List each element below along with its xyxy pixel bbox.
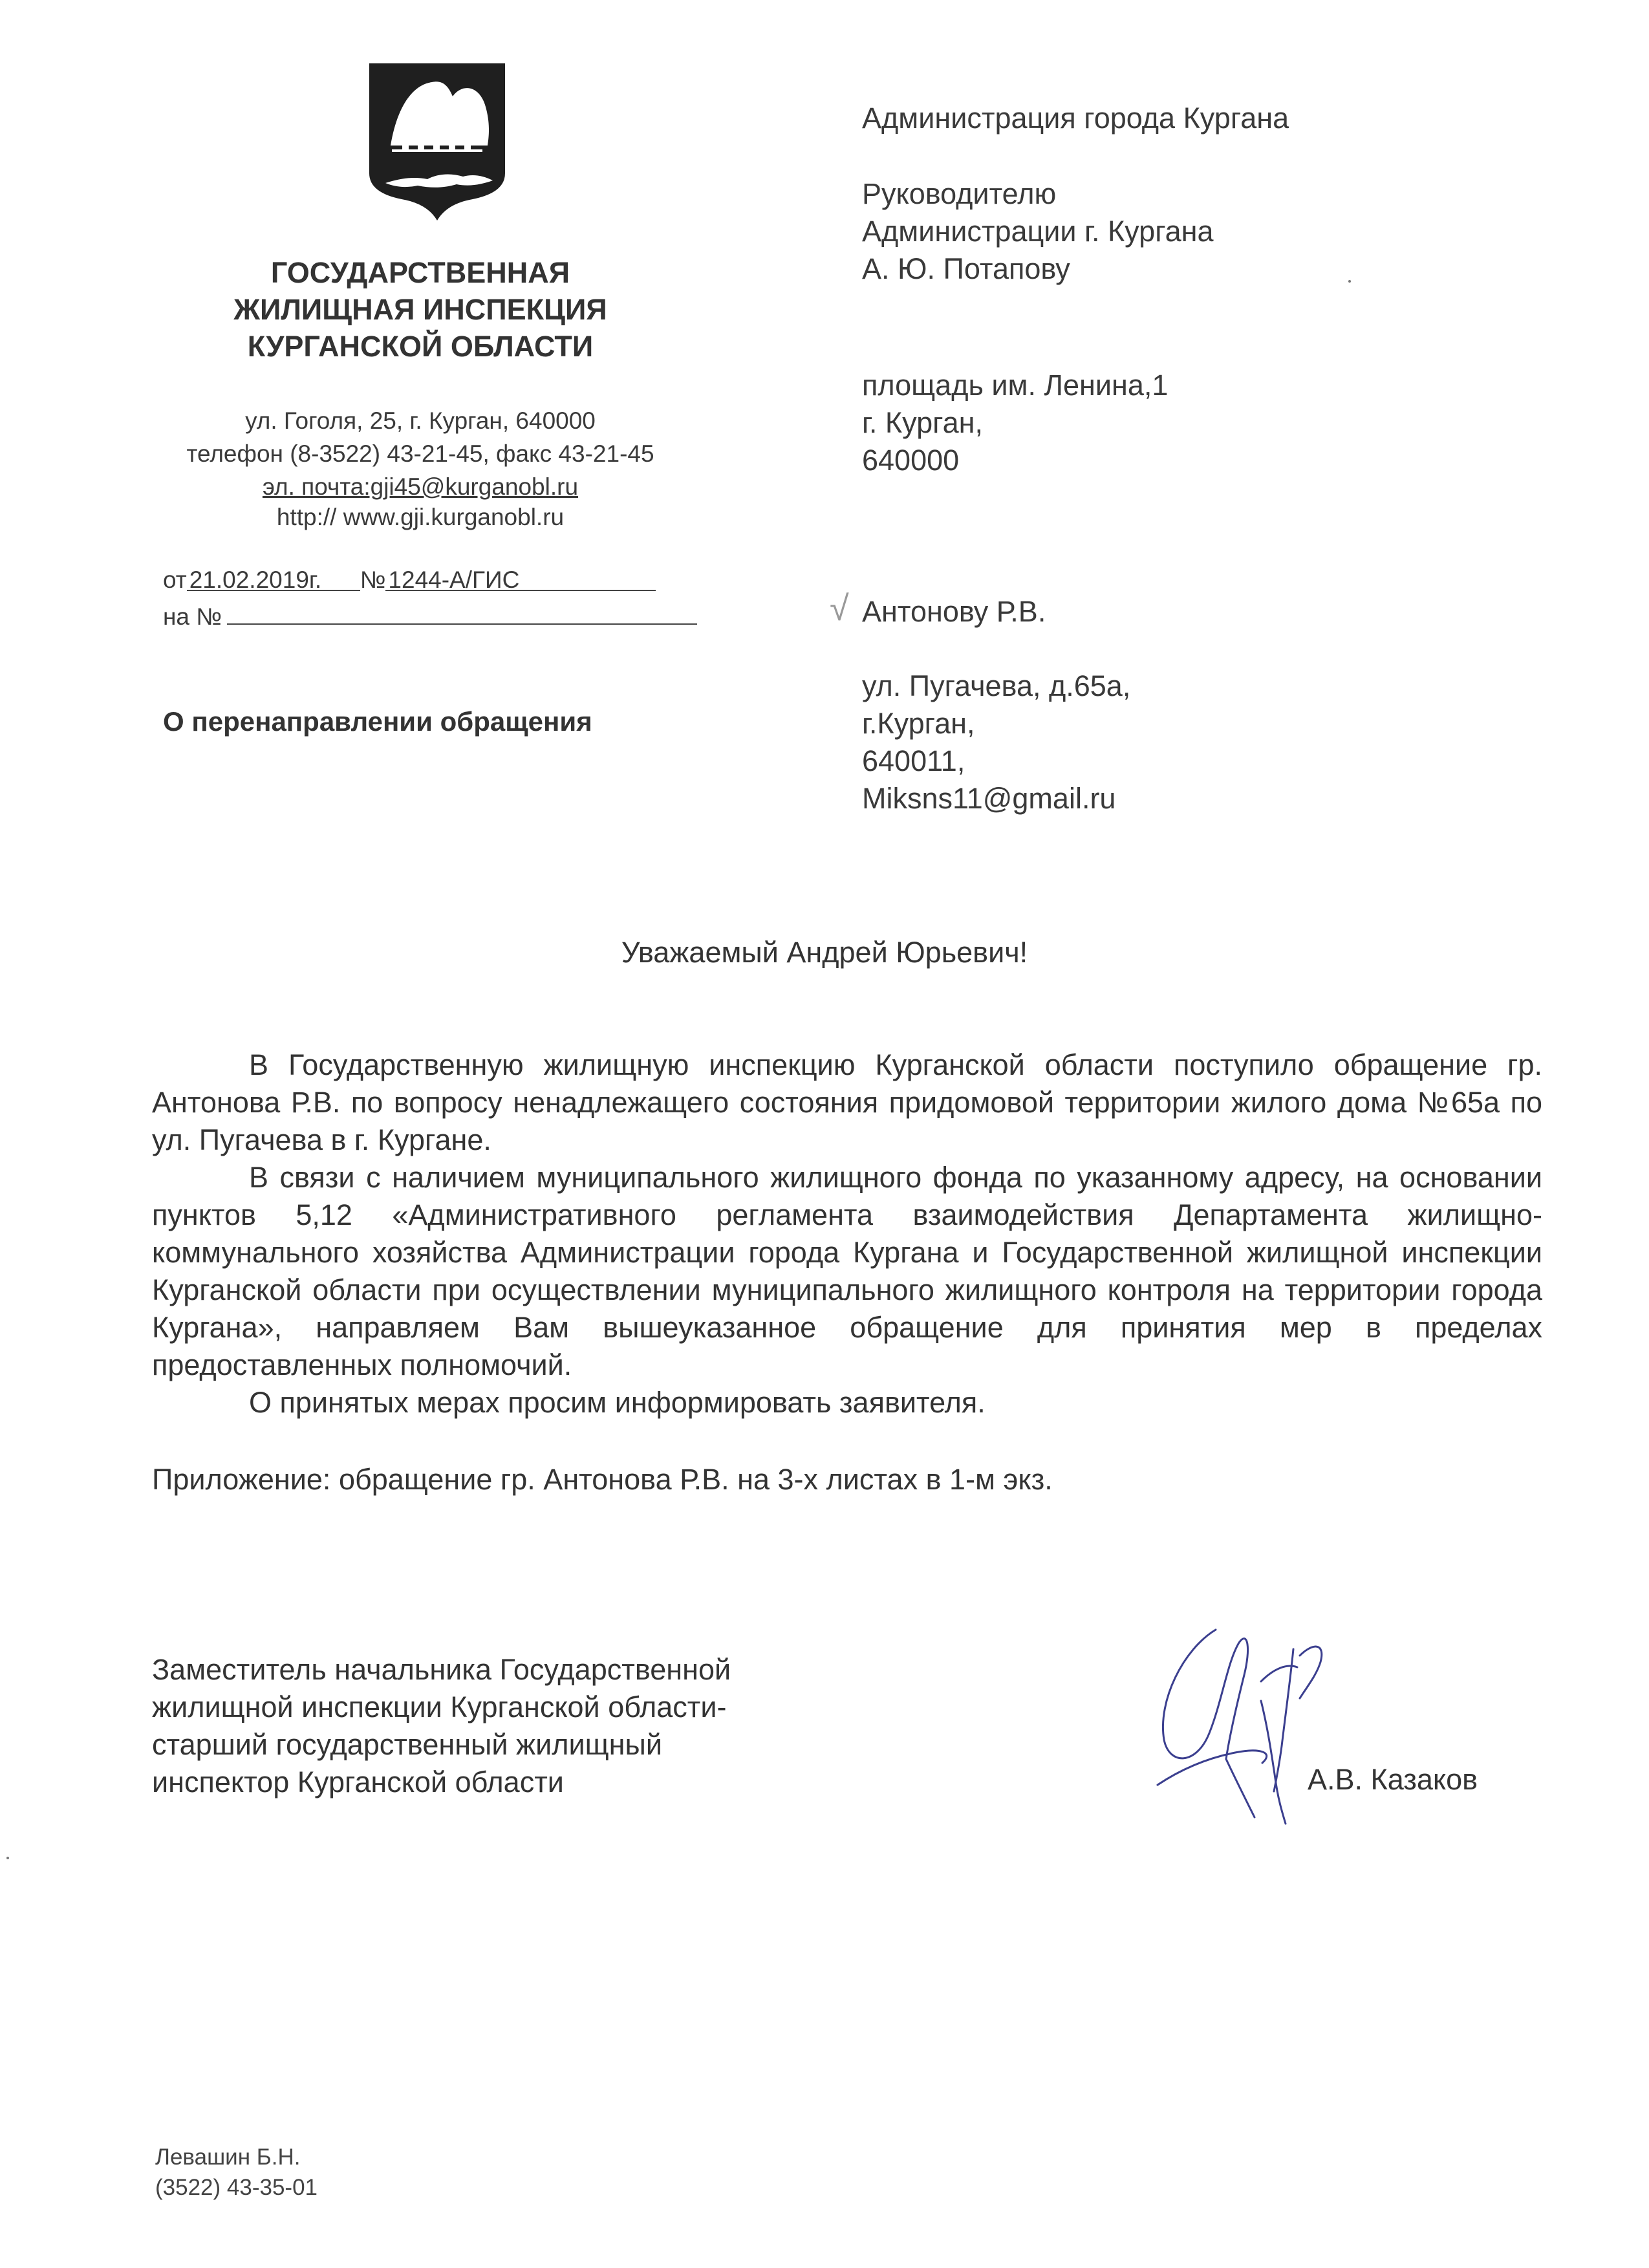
recipient-org: Администрация города Кургана [862,102,1289,135]
org-name-line-3: КУРГАНСКОЙ ОБЛАСТИ [247,330,594,363]
signer-name: А.В. Казаков [1308,1763,1478,1796]
recipient-address-line-2: г. Курган, [862,406,983,439]
scan-speck [6,1857,9,1859]
recipient-addressee-line-2: Администрации г. Кургана [862,215,1214,248]
number-field: 1244-А/ГИС [385,567,656,591]
signer-title-line-2: жилищной инспекции Курганской области- [152,1690,727,1723]
attachment-note: Приложение: обращение гр. Антонова Р.В. на 3-х листах в 1-м экз. [152,1463,1053,1496]
recipient-addressee-line-3: А. Ю. Потапову [862,252,1070,285]
recipient-address-line-3: 640000 [862,444,960,477]
copy-email: Miksns11@gmail.ru [862,782,1116,815]
executor-phone: (3522) 43-35-01 [155,2175,318,2200]
registration-line [163,567,656,594]
date-field: 21.02.2019г. [187,567,360,591]
from-label: от [163,567,187,593]
number-label: № [360,567,386,593]
body-paragraph-2: В связи с наличием муниципального жилищного фонда по указанному адресу, на основании пунктов 5,12 «Административного регламента взаимодействия Департамента жилищно-коммунального хозяйства Администрации города Кургана и Государственной жилищной инспекции Курганской области при осуществлении муниципального жилищного контроля на территории города Кургана», направляем Вам вышеуказанное обращение для принятия мер в пределах предоставленных полномочий. [152,1161,1542,1381]
org-name-line-1: ГОСУДАРСТВЕННАЯ [270,256,570,289]
body-paragraph-1: В Государственную жилищную инспекцию Курганской области поступило обращение гр. Антонова Р.В. по вопросу ненадлежащего состояния придомовой территории жилого дома №65а по ул. Пугачева в г. Кургане. [152,1048,1542,1156]
subject: О перенаправлении обращения [163,706,592,737]
salutation: Уважаемый Андрей Юрьевич! [621,936,1028,969]
check-mark: √ [830,589,849,628]
signer-title-line-1: Заместитель начальника Государственной [152,1653,731,1686]
kurgan-coat-of-arms-icon [366,60,508,222]
reply-line [163,600,697,631]
copy-address-line-1: ул. Пугачева, д.65а, [862,669,1131,702]
executor-name: Левашин Б.Н. [155,2144,301,2170]
copy-address-line-3: 640011, [862,744,965,777]
copy-recipient-name: Антонову Р.В. [862,595,1046,628]
handwritten-signature [1112,1604,1384,1843]
scan-speck [1348,280,1351,283]
sender-email: эл. почта:gji45@kurganobl.ru [262,473,579,500]
signer-title-line-4: инспектор Курганской области [152,1766,564,1798]
copy-address-line-2: г.Курган, [862,707,975,740]
body-paragraph-3: О принятых мерах просим информировать заявителя. [249,1386,986,1419]
recipient-addressee-line-1: Руководителю [862,177,1057,210]
sender-phone: телефон (8-3522) 43-21-45, факс 43-21-45 [186,440,654,467]
org-name-line-2: ЖИЛИЩНАЯ ИНСПЕКЦИЯ [233,293,607,326]
sender-website: http:// www.gji.kurganobl.ru [276,504,565,530]
recipient-address-line-1: площадь им. Ленина,1 [862,369,1169,402]
reply-field [227,600,697,625]
reply-label: на № [163,603,222,630]
sender-address: ул. Гоголя, 25, г. Курган, 640000 [245,407,596,434]
signer-title-line-3: старший государственный жилищный [152,1728,663,1761]
